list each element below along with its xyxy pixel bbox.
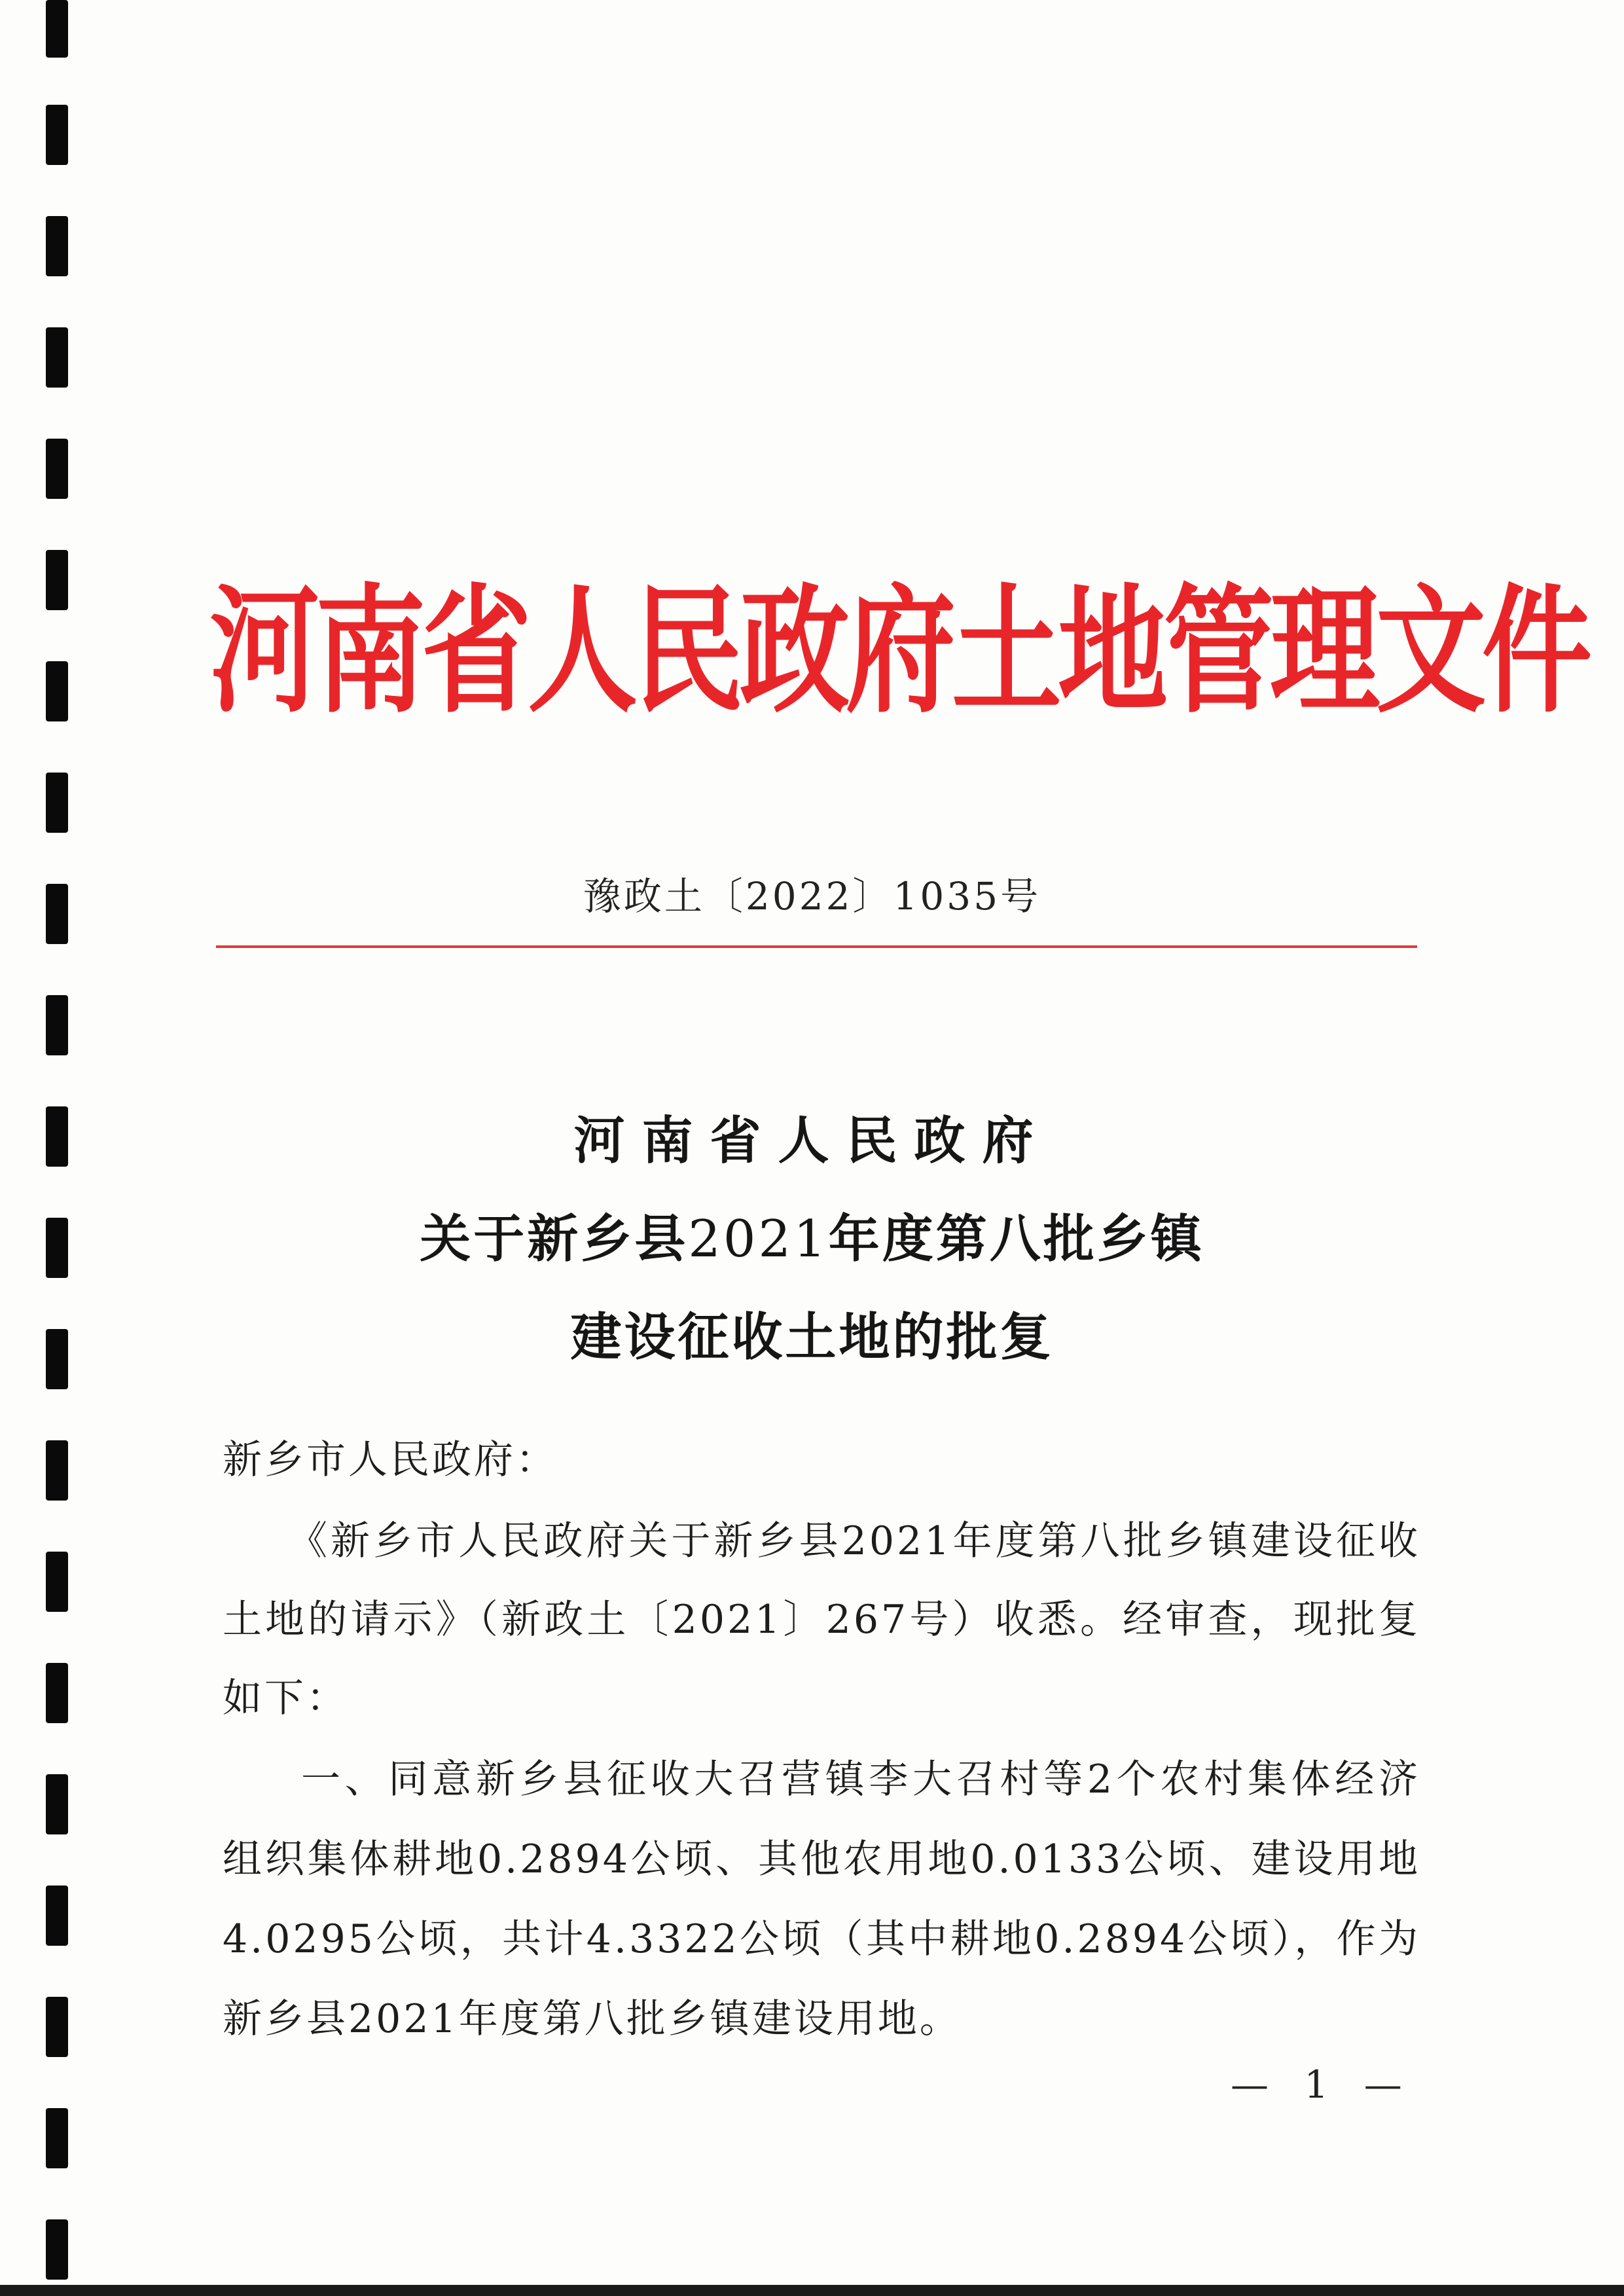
- title-line-2-suffix: 年度第八批乡镇: [828, 1210, 1204, 1269]
- paragraph-1-line-3: 如下：: [223, 1675, 348, 1721]
- binding-mark: [46, 105, 68, 165]
- binding-mark: [46, 995, 68, 1055]
- binding-mark: [46, 1886, 68, 1946]
- binding-mark: [46, 661, 68, 721]
- binding-mark: [46, 550, 68, 610]
- binding-mark: [46, 216, 68, 276]
- paragraph-2-line-1: 一、同意新乡县征收大召营镇李大召村等2个农村集体经济: [301, 1757, 1420, 1802]
- salutation: 新乡市人民政府：: [223, 1437, 558, 1483]
- paragraph-2-line-3: 4.0295公顷，共计4.3322公顷（其中耕地0.2894公顷），作为: [223, 1916, 1420, 1962]
- binding-mark: [46, 2219, 68, 2280]
- binding-mark: [46, 327, 68, 388]
- paragraph-2-line-4: 新乡县2021年度第八批乡镇建设用地。: [223, 1996, 962, 2042]
- binding-mark: [46, 439, 68, 499]
- title-line-2-year: 2021: [688, 1210, 829, 1269]
- title-line-2-prefix: 关于新乡县: [420, 1210, 689, 1269]
- paragraph-1-line-2: 土地的请示》（新政土〔2021〕267号）收悉。经审查，现批复: [223, 1597, 1420, 1643]
- binding-mark: [46, 773, 68, 833]
- paragraph-1-line-1: 《新乡市人民政府关于新乡县2021年度第八批乡镇建设征收: [288, 1518, 1420, 1564]
- title-line-2: [0, 1198, 1624, 1271]
- document-masthead: 河南省人民政府土地管理文件: [209, 571, 1588, 732]
- title-line-3: 建设征收土地的批复: [570, 1308, 1054, 1367]
- page-number: — 1 —: [1231, 2062, 1414, 2107]
- binding-mark: [46, 1997, 68, 2057]
- title-line-1: 河南省人民政府: [573, 1112, 1051, 1171]
- paragraph-2-line-2: 组织集体耕地0.2894公顷、其他农用地0.0133公顷、建设用地: [223, 1836, 1420, 1882]
- binding-mark: [46, 1440, 68, 1501]
- scan-bottom-edge: [0, 2285, 1624, 2296]
- binding-mark: [46, 0, 68, 58]
- red-divider-line: [216, 945, 1417, 948]
- binding-mark: [46, 2108, 68, 2168]
- binding-mark: [46, 1552, 68, 1612]
- document-number: 豫政土〔2022〕1035号: [583, 874, 1041, 919]
- binding-mark: [46, 1774, 68, 1834]
- binding-mark: [46, 1663, 68, 1723]
